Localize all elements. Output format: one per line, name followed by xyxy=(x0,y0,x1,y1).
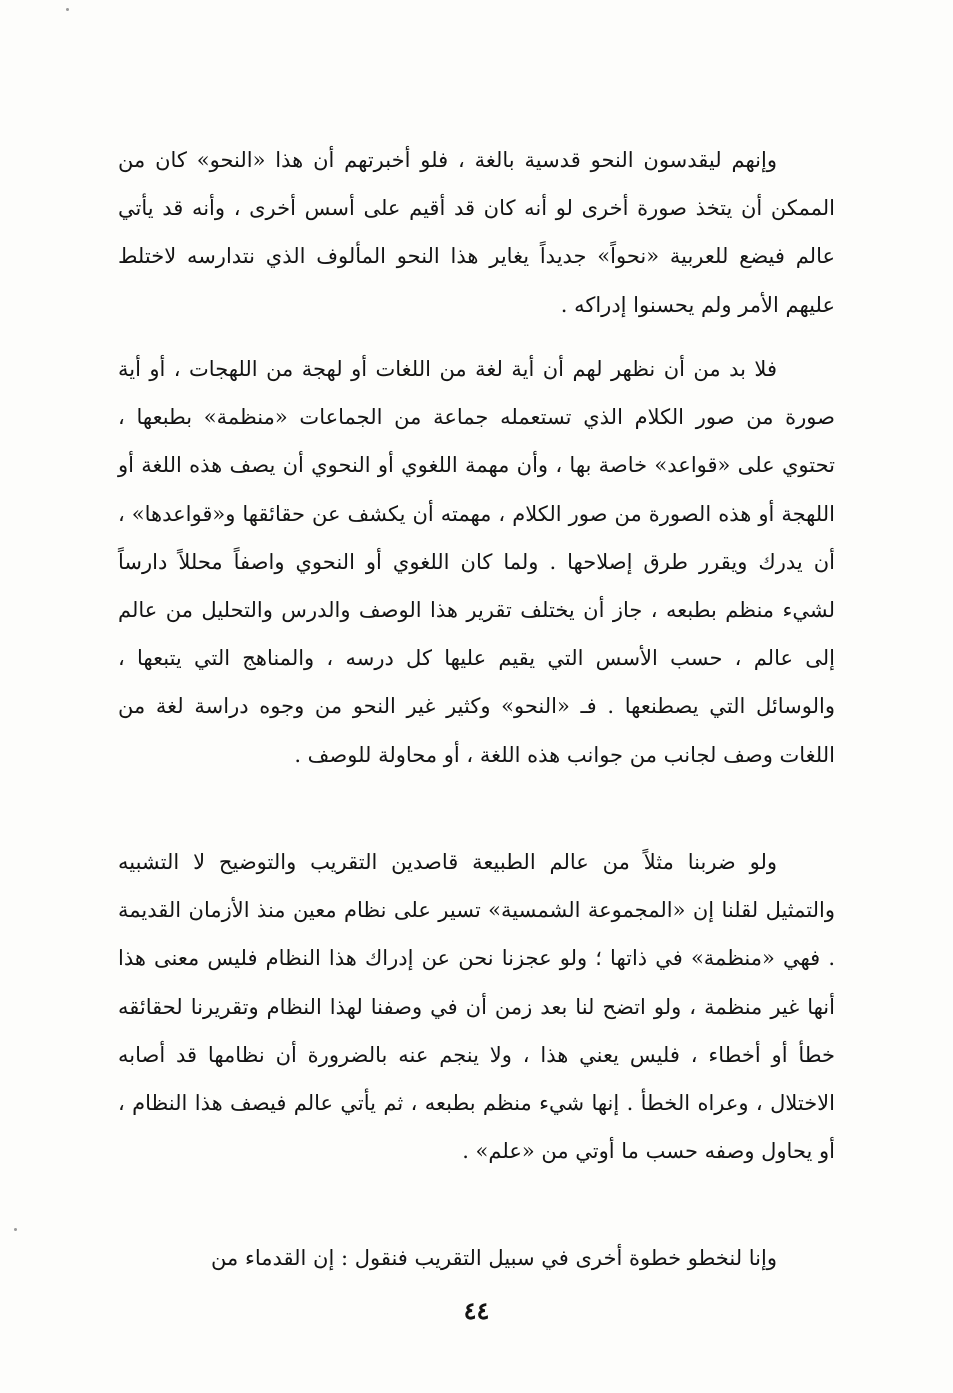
paragraph-4 xyxy=(118,1234,835,1282)
page-number: ٤٤ xyxy=(463,1296,490,1325)
paragraph-2 xyxy=(118,345,835,779)
scan-speck xyxy=(66,8,69,11)
paragraph-4-text: وإنا لنخطو خطوة أخرى في سبيل التقريب فنقول : إن القدماء من xyxy=(211,1246,777,1270)
scan-speck xyxy=(14,1228,17,1231)
paragraph-1 xyxy=(118,136,835,329)
paragraph-3-text: ولو ضربنا مثلاً من عالم الطبيعة قاصدين التقريب والتوضيح لا التشبيه والتمثيل لقلنا إن «المجموعة الشمسية» تسير على نظام معين منذ الأزمان القديمة . فهي «منظمة» في ذاتها ؛ ولو عجزنا نحن عن إدراك هذا النظام فليس معنى هذا أنها غير منظمة ، ولو اتضح لنا بعد زمن أن في وصفنا لهذا النظام وتقريرنا لحقائقه خطأ أو أخطاء ، فليس يعني هذا ، ولا ينجم عنه بالضرورة أن نظامها قد أصابه الاختلال ، وعراه الخطأ . إنها شيء منظم بطبعه ، ثم يأتي عالم فيصف هذا النظام ، أو يحاول وصفه حسب ما أوتي من «علم» . xyxy=(118,850,835,1164)
paragraph-1-text: وإنهم ليقدسون النحو قدسية بالغة ، فلو أخبرتهم أن هذا «النحو» كان من الممكن أن يتخذ صورة أخرى لو أنه كان قد أقيم على أسس أخرى ، وأنه قد يأتي عالم فيضع للعربية «نحواً» جديداً يغاير هذا النحو المألوف الذي نتدارسه لاختلط عليهم الأمر ولم يحسنوا إدراكه . xyxy=(118,148,835,317)
paragraph-2-text: فلا بد من أن نظهر لهم أن أية لغة من اللغات أو لهجة من اللهجات ، أو أية صورة من صور الكلام الذي تستعمله جماعة من الجماعات «منظمة» بطبعها ، تحتوي على «قواعد» خاصة بها ، وأن مهمة اللغوي أو النحوي أن يصف هذه اللغة أو اللهجة أو هذه الصورة من صور الكلام ، مهمته أن يكشف عن حقائقها و«قواعدها» ، أن يدرك ويقرر طرق إصلاحها . ولما كان اللغوي أو النحوي واصفاً محللاً دارساً لشيء منظم بطبعه ، جاز أن يختلف تقرير هذا الوصف والدرس والتحليل من عالم إلى عالم ، حسب الأسس التي يقيم عليها كل درسه ، والمناهج التي يتبعها ، والوسائل التي يصطنعها . فـ «النحو» وكثير غير النحو من وجوه دراسة لغة من اللغات وصف لجانب من جوانب هذه اللغة ، أو محاولة للوصف . xyxy=(118,357,835,767)
paragraph-3 xyxy=(118,838,835,1175)
